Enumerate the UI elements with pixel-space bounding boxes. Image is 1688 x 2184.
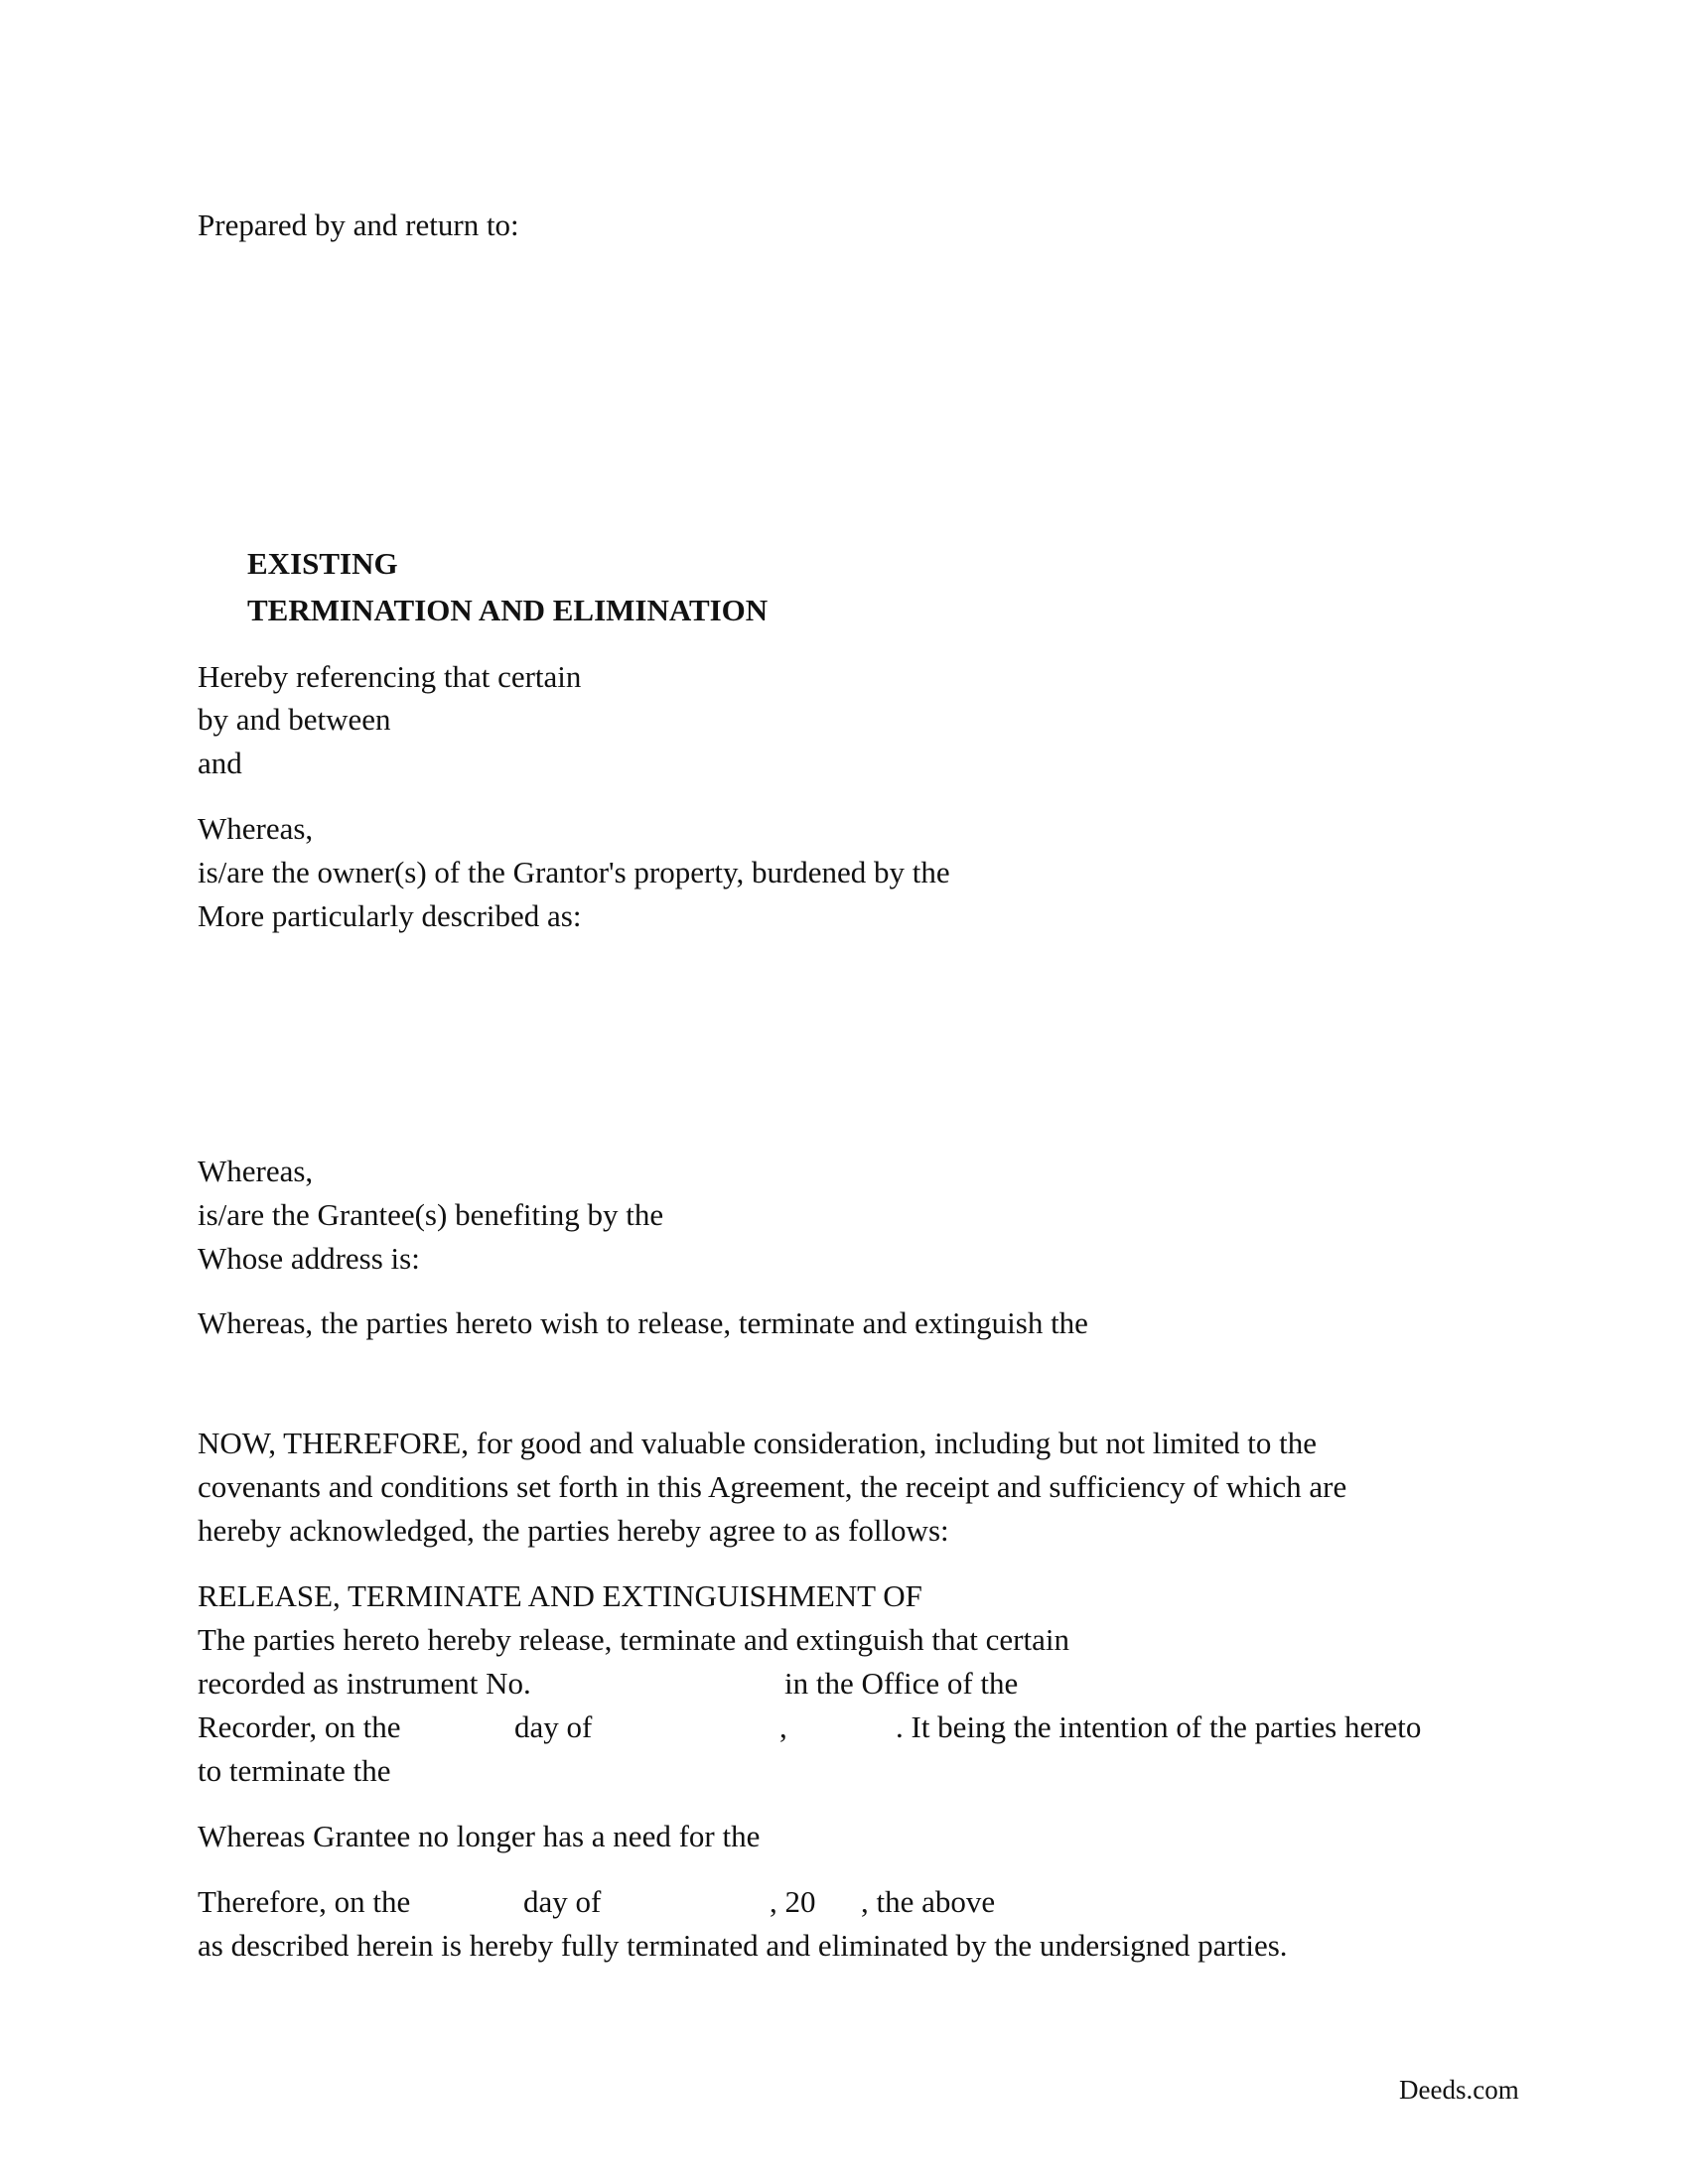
therefore-line-1-above: , the above <box>861 1884 996 1919</box>
therefore-line-2: as described herein is hereby fully terminated and eliminated by the undersigned parties. <box>198 1928 1288 1963</box>
document-title-line-2: TERMINATION AND ELIMINATION <box>247 593 769 627</box>
prepared-by-label: Prepared by and return to: <box>198 207 519 242</box>
reference-line-3: and <box>198 746 242 780</box>
whereas-grantor-line-2: is/are the owner(s) of the Grantor's property, burdened by the <box>198 855 950 889</box>
therefore-line-1-year: , 20 <box>770 1884 816 1919</box>
whereas-release-line: Whereas, the parties hereto wish to release, terminate and extinguish the <box>198 1305 1088 1340</box>
release-line-3-intention: . It being the intention of the parties hereto <box>896 1709 1422 1744</box>
release-line-2-office: in the Office of the <box>784 1666 1019 1701</box>
release-line-2-label: recorded as instrument No. <box>198 1666 531 1701</box>
footer-brand: Deeds.com <box>1399 2075 1519 2105</box>
whereas-grantee-line-3: Whose address is: <box>198 1241 420 1276</box>
release-line-1: The parties hereto hereby release, terminate and extinguish that certain <box>198 1622 1069 1657</box>
release-line-3-comma: , <box>779 1709 787 1744</box>
reference-line-2: by and between <box>198 702 391 737</box>
reference-line-1: Hereby referencing that certain <box>198 659 582 694</box>
release-line-4: to terminate the <box>198 1753 391 1788</box>
now-therefore-line-1: NOW, THEREFORE, for good and valuable consideration, including but not limited to the <box>198 1426 1318 1460</box>
now-therefore-line-3: hereby acknowledged, the parties hereby agree to as follows: <box>198 1513 949 1548</box>
release-heading: RELEASE, TERMINATE AND EXTINGUISHMENT OF <box>198 1578 922 1613</box>
document-title-line-1: EXISTING <box>247 546 398 581</box>
release-line-3-recorder: Recorder, on the <box>198 1709 401 1744</box>
whereas-grantee-line-2: is/are the Grantee(s) benefiting by the <box>198 1197 664 1232</box>
now-therefore-line-2: covenants and conditions set forth in this Agreement, the receipt and sufficiency of which are <box>198 1469 1347 1504</box>
whereas-grantor-line-3: More particularly described as: <box>198 898 582 933</box>
therefore-line-1-day-of: day of <box>523 1884 602 1919</box>
release-line-3-day-of: day of <box>514 1709 593 1744</box>
therefore-line-1-label: Therefore, on the <box>198 1884 411 1919</box>
whereas-grantor-line-1: Whereas, <box>198 811 314 846</box>
whereas-grantee-line-1: Whereas, <box>198 1154 314 1188</box>
whereas-no-need-line: Whereas Grantee no longer has a need for the <box>198 1819 761 1853</box>
